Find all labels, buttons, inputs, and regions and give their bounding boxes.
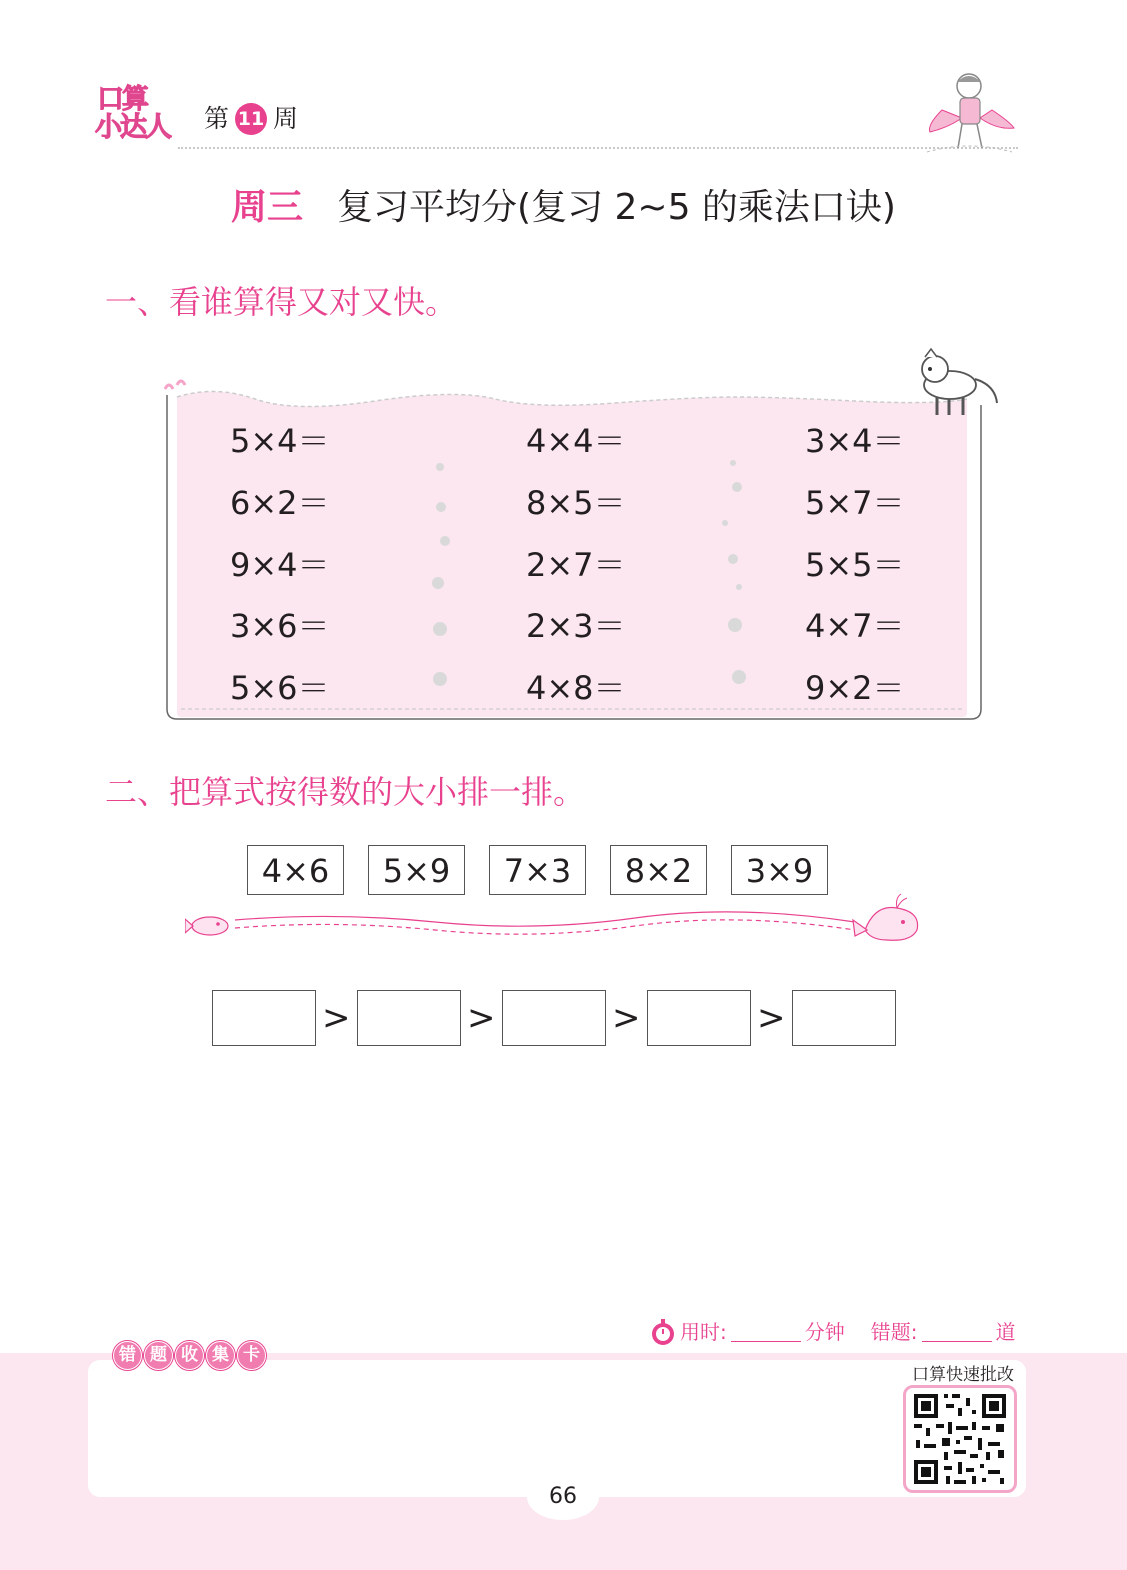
collect-char-3: 收 [175,1341,204,1370]
logo-line-1: 口算 [97,84,147,115]
problem-c3-r5: 9×2＝ [805,669,905,707]
problem-c1-r4: 3×6＝ [230,607,330,645]
qr-code-icon [906,1388,1014,1490]
collect-card-badge [113,1341,266,1371]
time-and-errors-record [650,1316,1016,1348]
time-label: 用时: [680,1320,727,1344]
expression-card-5: 3×9 [731,845,828,895]
greater-than-sign-4: > [757,998,786,1038]
expression-card-4: 8×2 [610,845,707,895]
problem-c2-r2: 8×5＝ [526,484,626,522]
problem-c3-r1: 3×4＝ [805,422,905,460]
collect-char-2: 题 [144,1341,173,1370]
week-prefix: 第 [204,104,230,133]
problem-c2-r3: 2×7＝ [526,546,626,584]
collect-char-1: 错 [113,1341,142,1370]
qr-label: 口算快速批改 [912,1365,1014,1385]
lesson-title [0,182,1127,234]
week-label [204,102,298,136]
week-suffix: 周 [273,104,299,133]
time-unit: 分钟 [804,1320,845,1344]
problem-c2-r1: 4×4＝ [526,422,626,460]
problem-c3-r3: 5×5＝ [805,546,905,584]
answer-box-4[interactable] [647,990,751,1046]
greater-than-sign-1: > [322,998,351,1038]
wave-divider [185,890,925,946]
stopwatch-icon [650,1318,676,1346]
errors-label: 错题: [870,1320,918,1344]
problem-c1-r5: 5×6＝ [230,669,330,707]
section-1-heading: 一、看谁算得又对又快。 [105,283,458,321]
problem-c3-r4: 4×7＝ [805,607,905,645]
answer-box-1[interactable] [212,990,316,1046]
lesson-topic: 复习平均分(复习 2~5 的乘法口诀) [337,187,896,228]
problem-c2-r5: 4×8＝ [526,669,626,707]
problem-c3-r2: 5×7＝ [805,484,905,522]
qr-code-frame[interactable] [903,1385,1017,1493]
collect-char-5: 卡 [237,1341,266,1370]
expression-card-1: 4×6 [247,845,344,895]
time-blank[interactable] [731,1323,801,1342]
week-number-badge: 11 [235,103,267,135]
greater-than-sign-3: > [612,998,641,1038]
page-number: 66 [527,1474,599,1520]
book-logo [95,86,177,148]
lesson-day: 周三 [231,187,304,228]
superhero-mascot-icon [922,70,1017,160]
header-divider [178,147,1018,149]
answer-box-2[interactable] [357,990,461,1046]
problem-c2-r4: 2×3＝ [526,607,626,645]
expression-card-2: 5×9 [368,845,465,895]
problem-c1-r1: 5×4＝ [230,422,330,460]
errors-unit: 道 [995,1320,1016,1344]
expression-card-3: 7×3 [489,845,586,895]
problem-c1-r3: 9×4＝ [230,546,330,584]
greater-than-sign-2: > [467,998,496,1038]
section-2-heading: 二、把算式按得数的大小排一排。 [105,773,586,811]
answer-box-5[interactable] [792,990,896,1046]
small-fish-icon [185,917,228,935]
logo-line-2: 小达人 [95,112,170,143]
errors-blank[interactable] [922,1323,992,1342]
collect-char-4: 集 [206,1341,235,1370]
whale-icon [853,894,918,940]
problem-c1-r2: 6×2＝ [230,484,330,522]
answer-box-3[interactable] [502,990,606,1046]
